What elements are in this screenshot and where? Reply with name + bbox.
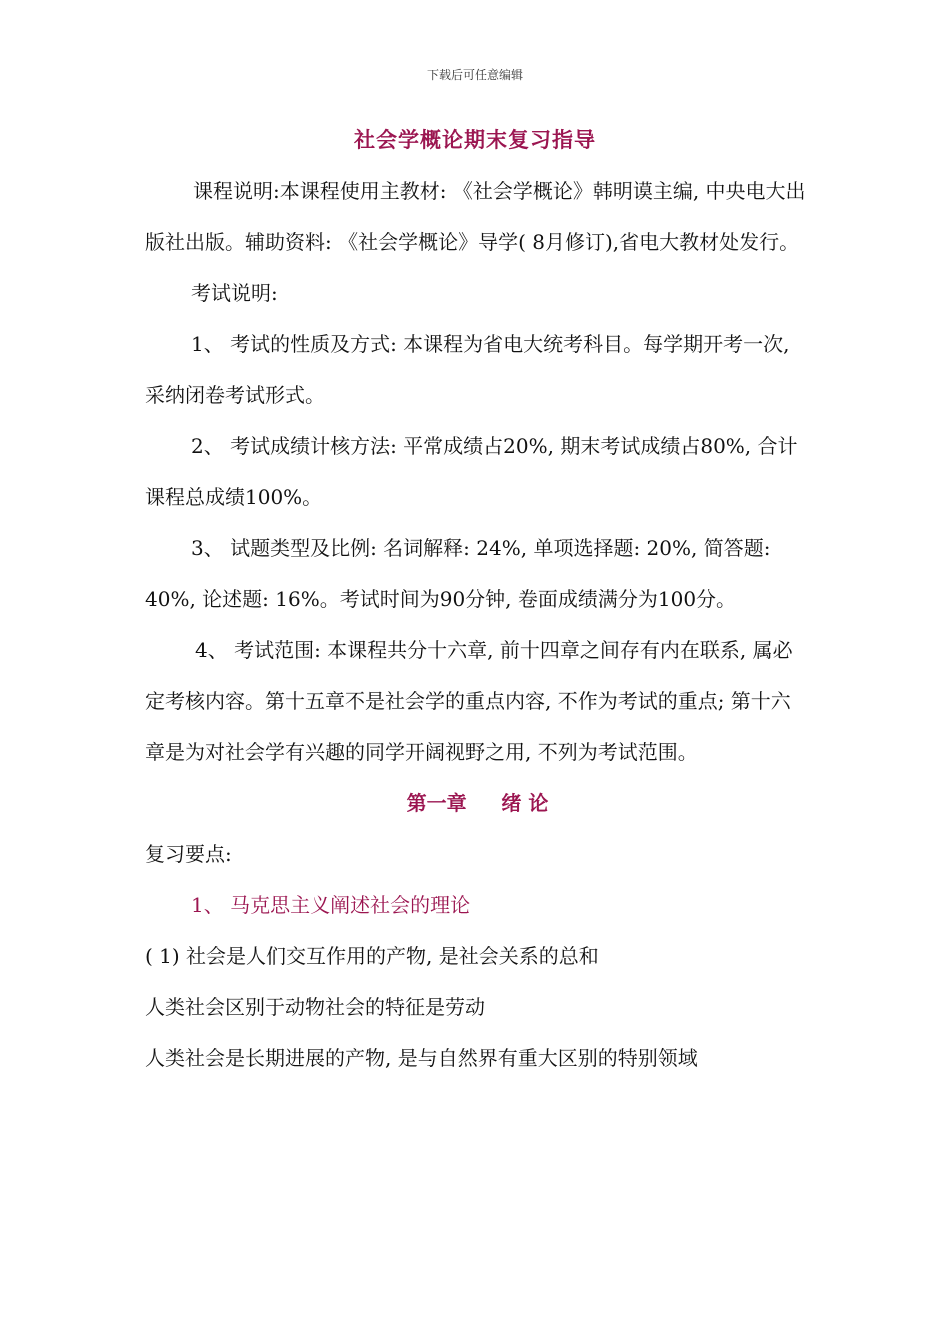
exam-item-4: 4、 考试范围: 本课程共分十六章, 前十四章之间存有内在联系, 属必定考核内容。第十五章不是社会学的重点内容, 不作为考试的重点; 第十六章是为对社会学有兴趣的同学开阔视野之用, 不列为考试范围。: [145, 638, 793, 764]
content-line-2: 人类社会区别于动物社会的特征是劳动: [145, 995, 485, 1019]
document-body: [145, 166, 810, 1084]
review-point-1: 1、 马克思主义阐述社会的理论: [191, 893, 471, 917]
exam-description-label: 考试说明:: [191, 281, 278, 305]
exam-item-1: 1、 考试的性质及方式: 本课程为省电大统考科目。每学期开考一次, 采纳闭卷考试形式。: [145, 332, 790, 407]
chapter-title: 第一章 绪 论: [406, 791, 549, 815]
content-line-1: ( 1) 社会是人们交互作用的产物, 是社会关系的总和: [145, 944, 599, 968]
header-note: 下载后可任意编辑: [426, 68, 523, 82]
content-line-3: 人类社会是长期进展的产物, 是与自然界有重大区别的特别领域: [145, 1046, 698, 1070]
review-label: 复习要点:: [145, 842, 232, 866]
document-title: 社会学概论期末复习指导: [354, 127, 596, 152]
course-description: 课程说明:本课程使用主教材: 《社会学概论》韩明谟主编, 中央电大出版社出版。辅助资料: 《社会学概论》导学( 8月修订),省电大教材处发行。: [145, 179, 806, 254]
exam-item-2: 2、 考试成绩计核方法: 平常成绩占20%, 期末考试成绩占80%, 合计课程总成绩100%。: [145, 434, 798, 509]
exam-item-3: 3、 试题类型及比例: 名词解释: 24%, 单项选择题: 20%, 简答题: 40%, 论述题: 16%。考试时间为90分钟, 卷面成绩满分为100分。: [145, 536, 771, 611]
